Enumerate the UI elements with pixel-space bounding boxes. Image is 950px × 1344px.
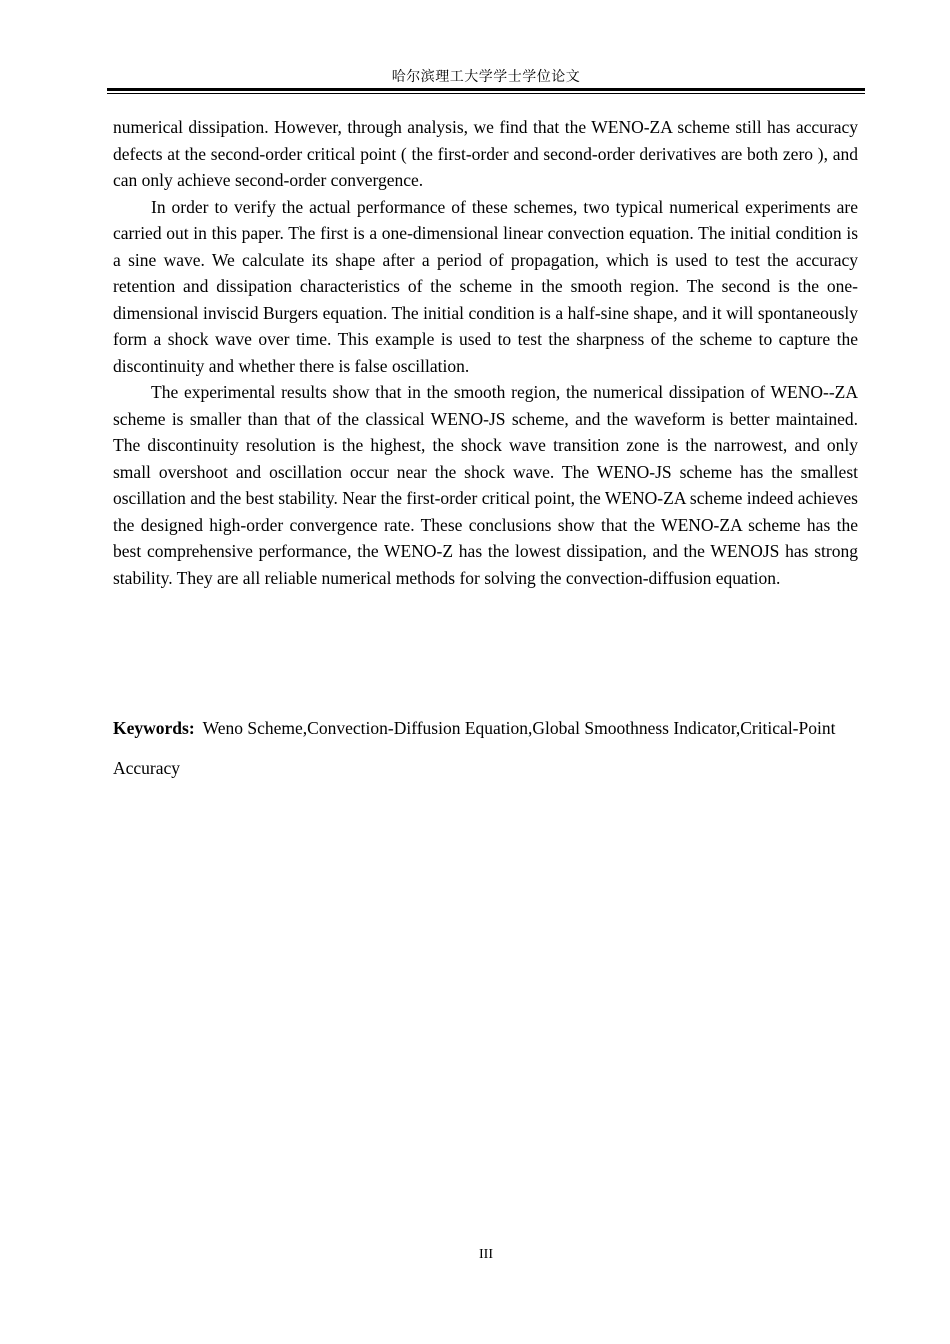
abstract-body [113, 114, 858, 591]
keywords-text: Weno Scheme,Convection-Diffusion Equation,Global Smoothness Indicator,Critical-Point Accuracy [113, 718, 836, 778]
keywords-section [113, 708, 858, 788]
running-header: 哈尔滨理工大学学士学位论文 [391, 70, 581, 85]
paragraph-results: The experimental results show that in the smooth region, the numerical dissipation of WENO--ZA scheme is smaller than that of the classical WENO-JS scheme, and the waveform is better maintained. The discontinuity resolution is the highest, the shock wave transition zone is the narrowest, and only small overshoot and oscillation occur near the shock wave. The WENO-JS scheme has the smallest oscillation and the best stability. Near the first-order critical point, the WENO-ZA scheme indeed achieves the designed high-order convergence rate. These conclusions show that the WENO-ZA scheme has the best comprehensive performance, the WENO-Z has the lowest dissipation, and the WENOJS has strong stability. They are all reliable numerical methods for solving the convection-diffusion equation. [113, 382, 858, 588]
header-rule-thick [107, 88, 865, 91]
page-number: III [479, 1247, 493, 1262]
paragraph-experiments: In order to verify the actual performance of these schemes, two typical numerical experiments are carried out in this paper. The first is a one-dimensional linear convection equation. The initial condition is a sine wave. We calculate its shape after a period of propagation, which is used to test the accuracy retention and dissipation characteristics of the scheme in the smooth region. The second is the one-dimensional inviscid Burgers equation. The initial condition is a half-sine shape, and it will spontaneously form a shock wave over time. This example is used to test the sharpness of the scheme to capture the discontinuity and whether there is false oscillation. [113, 196, 858, 376]
keywords-label: Keywords: [113, 718, 195, 738]
header-rule-thin [107, 93, 865, 94]
paragraph-continuation: numerical dissipation. However, through analysis, we find that the WENO-ZA scheme still has accuracy defects at the second-order critical point ( the first-order and second-order derivatives are both zero ), and can only achieve second-order convergence. [113, 117, 858, 190]
